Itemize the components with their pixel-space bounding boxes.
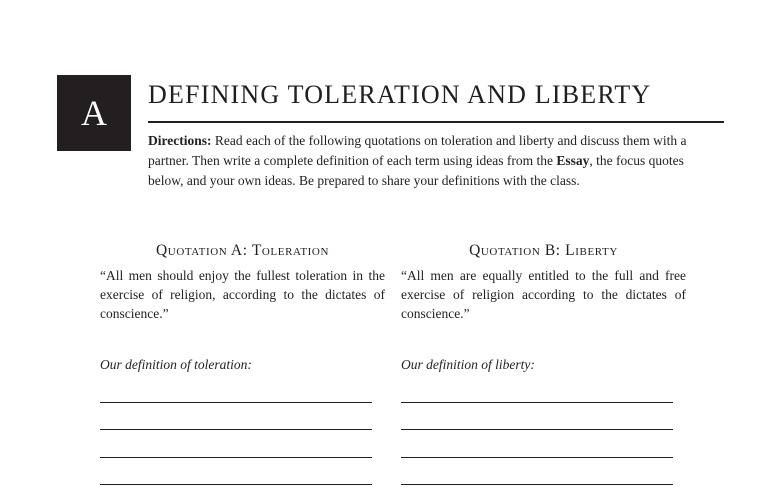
writing-line[interactable] [100, 402, 372, 403]
quotation-a [100, 242, 385, 323]
writing-line[interactable] [401, 429, 673, 430]
definition-a-label: Our definition of toleration: [100, 357, 252, 372]
section-letter: A [81, 93, 107, 133]
directions-label: Directions: [148, 133, 212, 148]
section-badge [57, 75, 131, 151]
writing-line[interactable] [401, 484, 673, 485]
quotation-b-text: “All men are equally entitled to the full and free exercise of religion according to the dictates of conscience.” [401, 268, 686, 321]
quotation-a-heading: Quotation A: Toleration [155, 242, 329, 259]
directions-text-1: Read each of the following quotations on toleration and liberty and discuss them with a partner. Then write a complete definition of each term using ideas from the [148, 133, 687, 168]
directions-text-2: , the focus quotes below, and your own ideas. Be prepared to share your definitions with the class. [148, 153, 684, 188]
page-title: DEFINING TOLERATION AND LIBERTY [148, 80, 652, 109]
quotation-b [401, 242, 686, 323]
essay-word: Essay [556, 153, 590, 168]
title-rule [148, 121, 724, 123]
writing-line[interactable] [100, 457, 372, 458]
directions-paragraph [148, 131, 718, 191]
definition-b-label: Our definition of liberty: [401, 357, 535, 372]
writing-line[interactable] [401, 457, 673, 458]
writing-line[interactable] [401, 402, 673, 403]
writing-line[interactable] [100, 429, 372, 430]
quotation-b-heading: Quotation B: Liberty [469, 242, 618, 259]
writing-line[interactable] [100, 484, 372, 485]
quotation-a-text: “All men should enjoy the fullest toleration in the exercise of religion, according to the dictates of conscience.” [100, 268, 385, 321]
